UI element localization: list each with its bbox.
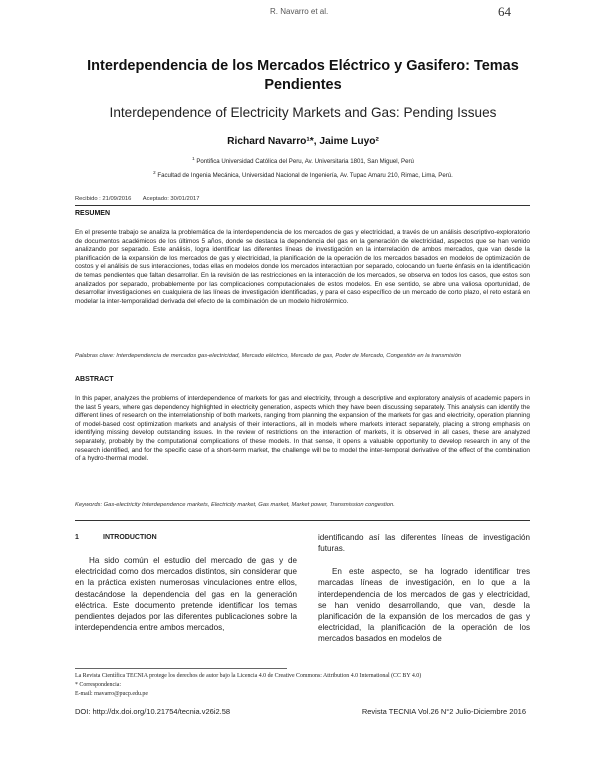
paragraph: En este aspecto, se ha logrado identificar tres marcadas líneas de investigación, en lo que a la interdependencia de los mercados de gas y electricidad, se han venido desarrollando, que van, desde la planificación de la expansión de los mercados de gas y electricidad, la planificación de la operación de los mercados basados en modelos de (318, 567, 530, 644)
keywords-spanish: Palabras clave: Interdependencia de mercados gas-electricidad, Mercado eléctrico, Mercado de gas, Poder de Mercado, Congestión en la transmisión (75, 353, 462, 359)
affiliation-mark: 1 (192, 156, 195, 161)
paragraph: Ha sido común el estudio del mercado de gas y de electricidad como dos mercados distintos, sin considerar que en la práctica existen numerosas vinculaciones entre ellos, destacándose la dependencia del gas en la generación eléctrica. Este documento pretende identificar los temas pendientes dejados por las diferentes publicaciones sobre la interdependencia entre ambos mercados, (75, 556, 297, 633)
affiliation-text: Facultad de Ingenia Mecánica, Universidad Nacional de Ingeniería, Av. Tupac Amaru 210, Rimac, Lima, Perú. (157, 172, 453, 180)
license-note: La Revista Científica TECNIA protege los derechos de autor bajo la Licencia 4.0 de Creative Commons: Attribution 4.0 International (CC BY 4.0) (75, 673, 422, 679)
footnotes (75, 672, 530, 700)
introduction-heading (75, 532, 297, 543)
authors: Richard Navarro¹*, Jaime Luyo² (227, 136, 379, 147)
received-date: Recibido : 21/09/2016 (75, 196, 132, 202)
title-english: Interdependence of Electricity Markets and Gas: Pending Issues (109, 105, 497, 120)
abstract-body: In this paper, analyzes the problems of interdependence of markets for gas and electricity, through a descriptive and exploratory analysis of academic papers in the last 5 years, where gas dependency highlighted in electricity generation, aspects which they have been discussing separately. This analysis can identify the different lines of research on the interrelationship of both markets, ranging from planning the expansion of the markets for gas and electricity, operation planning of model-based cost optimization markets and analysis of their interactions, all in models where markets interact separately, placing a strong emphasis on identifying missing develop outstanding issues. In the review of restrictions on the interaction of markets, it is observed in all cases, these are analyzed separately, probably by the computational complications of these models. In that sense, it opens a valuable opportunity to develop research in any of the research identified, and for the specific case of a short-term market, the challenge will be to model the inter-temporal derivative of the effect of the combination of a hydro-thermal model. (75, 395, 530, 463)
correspondence-note: * Correspondencia: (75, 682, 121, 689)
left-column (75, 532, 297, 643)
resumen-heading: RESUMEN (75, 210, 111, 217)
affiliation-2 (60, 170, 546, 179)
section-title: INTRODUCTION (103, 534, 157, 541)
divider (75, 520, 530, 521)
accepted-date: Aceptado: 30/01/2017 (142, 196, 200, 202)
divider (75, 205, 530, 206)
email-note[interactable]: E-mail: rnavarro@pucp.edu.pe (75, 691, 148, 698)
affiliation-1 (60, 156, 546, 165)
resumen-body: En el presente trabajo se analiza la problemática de la interdependencia de los mercados de gas y electricidad, a través de un análisis descriptivo-exploratorio de documentos académicos de los últimos 5 años, donde se destaca la dependencia del gas en la generación de electricidad, aspectos que se han venido analizando por separado. Este análisis, logra identificar las diferentes líneas de investigación en la interrelación de ambos mercados, que van desde la planificación de la expansión de los mercados de gas y electricidad, la planificación de la operación de los mercados basados en modelos de optimización de costos y el análisis de sus interacciones, todas ellas en modelos donde los mercados interactúan por separado, colocando un fuerte énfasis en la identificación de temas pendientes que faltan desarrollar. En la revisión de las restricciones en la interacción de los mercados, se observa en todos los casos, que estos son analizados por separado, probablemente por las complicaciones computacionales de estos modelos. En ese sentido, se abre una valiosa oportunidad, de desarrollar investigaciones en cualquiera de las líneas de investigación identificadas, y para el caso específico de un mercado de corto plazo, el reto estará en modelar la inter-temporalidad derivada del efecto de la combinación de un modelo hidrotérmico. (75, 229, 530, 305)
keywords-english: Keywords: Gas-electricity Interdependence markets, Electricity market, Gas market, Market power, Transmission congestion. (75, 502, 395, 508)
affiliation-mark: 2 (153, 170, 156, 175)
section-number: 1 (75, 534, 79, 541)
footnote-divider (75, 668, 287, 669)
doi-link[interactable]: DOI: http://dx.doi.org/10.21754/tecnia.v26i2.58 (75, 707, 231, 716)
page-number: 64 (498, 4, 511, 19)
affiliation-text: Pontifica Universidad Católica del Peru, Av. Universitaria 1801, San Miguel, Perú (196, 158, 414, 166)
right-column (318, 532, 530, 654)
title-spanish: Interdependencia de los Mercados Eléctrico y Gasifero: Temas Pendientes (87, 58, 519, 93)
article-dates (75, 196, 209, 202)
journal-citation: Revista TECNIA Vol.26 N°2 Julio-Diciembre 2016 (361, 707, 526, 716)
abstract-heading: ABSTRACT (75, 376, 114, 383)
paragraph: identificando así las diferentes líneas de investigación futuras. (318, 533, 530, 554)
running-head: R. Navarro et al. (270, 7, 329, 16)
